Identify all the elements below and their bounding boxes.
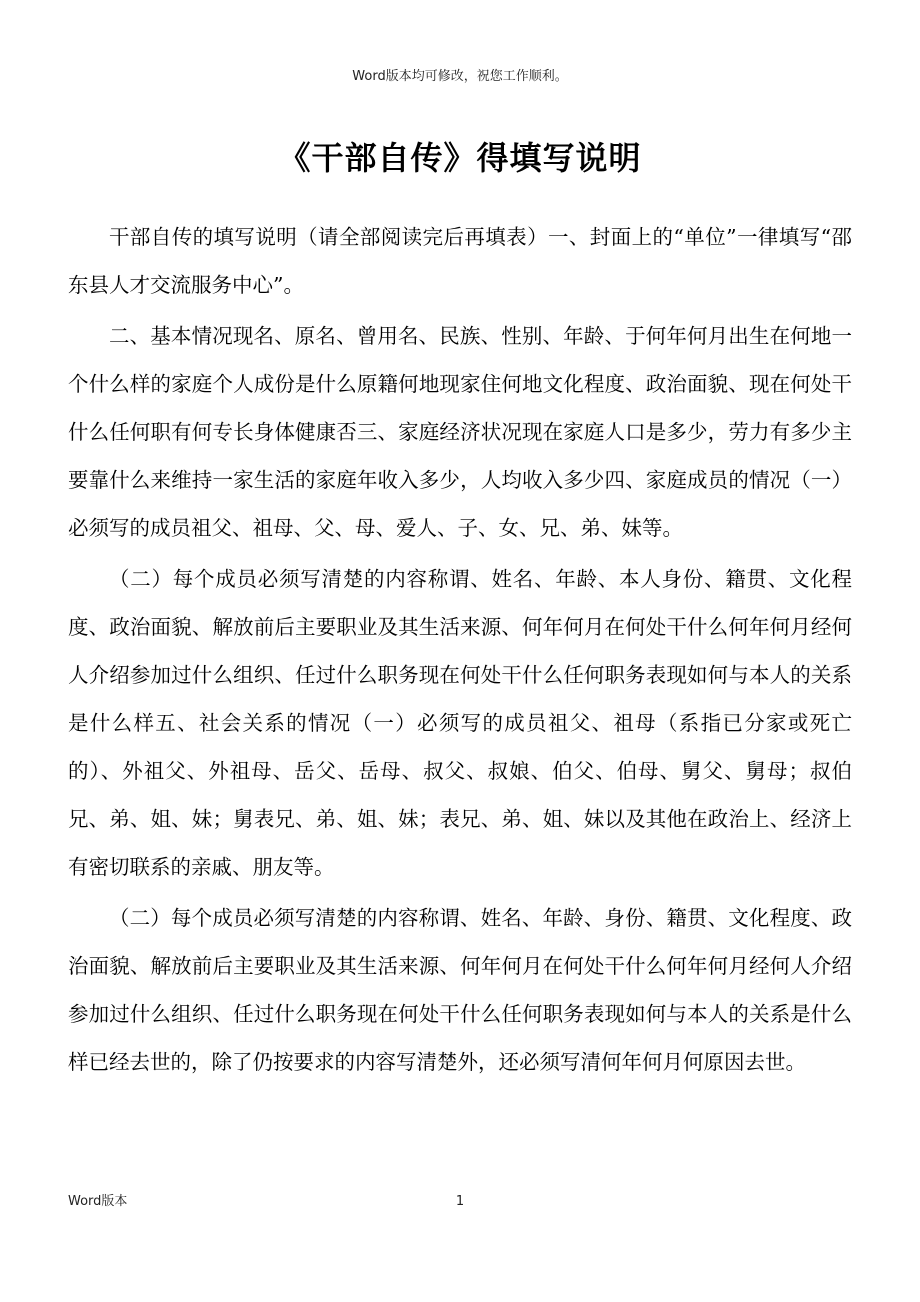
page-number: 1	[455, 1194, 465, 1209]
document-title: 《干部自传》得填写说明	[278, 139, 642, 177]
paragraph-1: 干部自传的填写说明（请全部阅读完后再填表）一、封面上的“单位”一律填写“邵东县人才交流服务中心”。	[68, 225, 852, 297]
footer-label: Word版本	[68, 1194, 128, 1209]
paragraph-2: 二、基本情况现名、原名、曾用名、民族、性别、年龄、于何年何月出生在何地一个什么样的家庭个人成份是什么原籍何地现家住何地文化程度、政治面貌、现在何处干什么任何职有何专长身体健康否三、家庭经济状况现在家庭人口是多少，劳力有多少主要靠什么来维持一家生活的家庭年收入多少，人均收入多少四、家庭成员的情况（一）必须写的成员祖父、祖母、父、母、爱人、子、女、兄、弟、妹等。	[68, 324, 852, 540]
header-note: Word版本均可修改，祝您工作顺利。	[352, 69, 568, 84]
paragraph-3: （二）每个成员必须写清楚的内容称谓、姓名、年龄、本人身份、籍贯、文化程度、政治面貌、解放前后主要职业及其生活来源、何年何月在何处干什么何年何月经何人介绍参加过什么组织、任过什么职务现在何处干什么任何职务表现如何与本人的关系是什么样五、社会关系的情况（一）必须写的成员祖父、祖母（系指已分家或死亡的）、外祖父、外祖母、岳父、岳母、叔父、叔娘、伯父、伯母、舅父、舅母；叔伯兄、弟、姐、妹；舅表兄、弟、姐、妹；表兄、弟、姐、妹以及其他在政治上、经济上有密切联系的亲戚、朋友等。	[68, 567, 852, 879]
document-body	[68, 213, 852, 1086]
paragraph-4: （二）每个成员必须写清楚的内容称谓、姓名、年龄、身份、籍贯、文化程度、政治面貌、解放前后主要职业及其生活来源、何年何月在何处干什么何年何月经何人介绍参加过什么组织、任过什么职务现在何处干什么任何职务表现如何与本人的关系是什么样已经去世的，除了仍按要求的内容写清楚外，还必须写清何年何月何原因去世。	[68, 906, 852, 1074]
